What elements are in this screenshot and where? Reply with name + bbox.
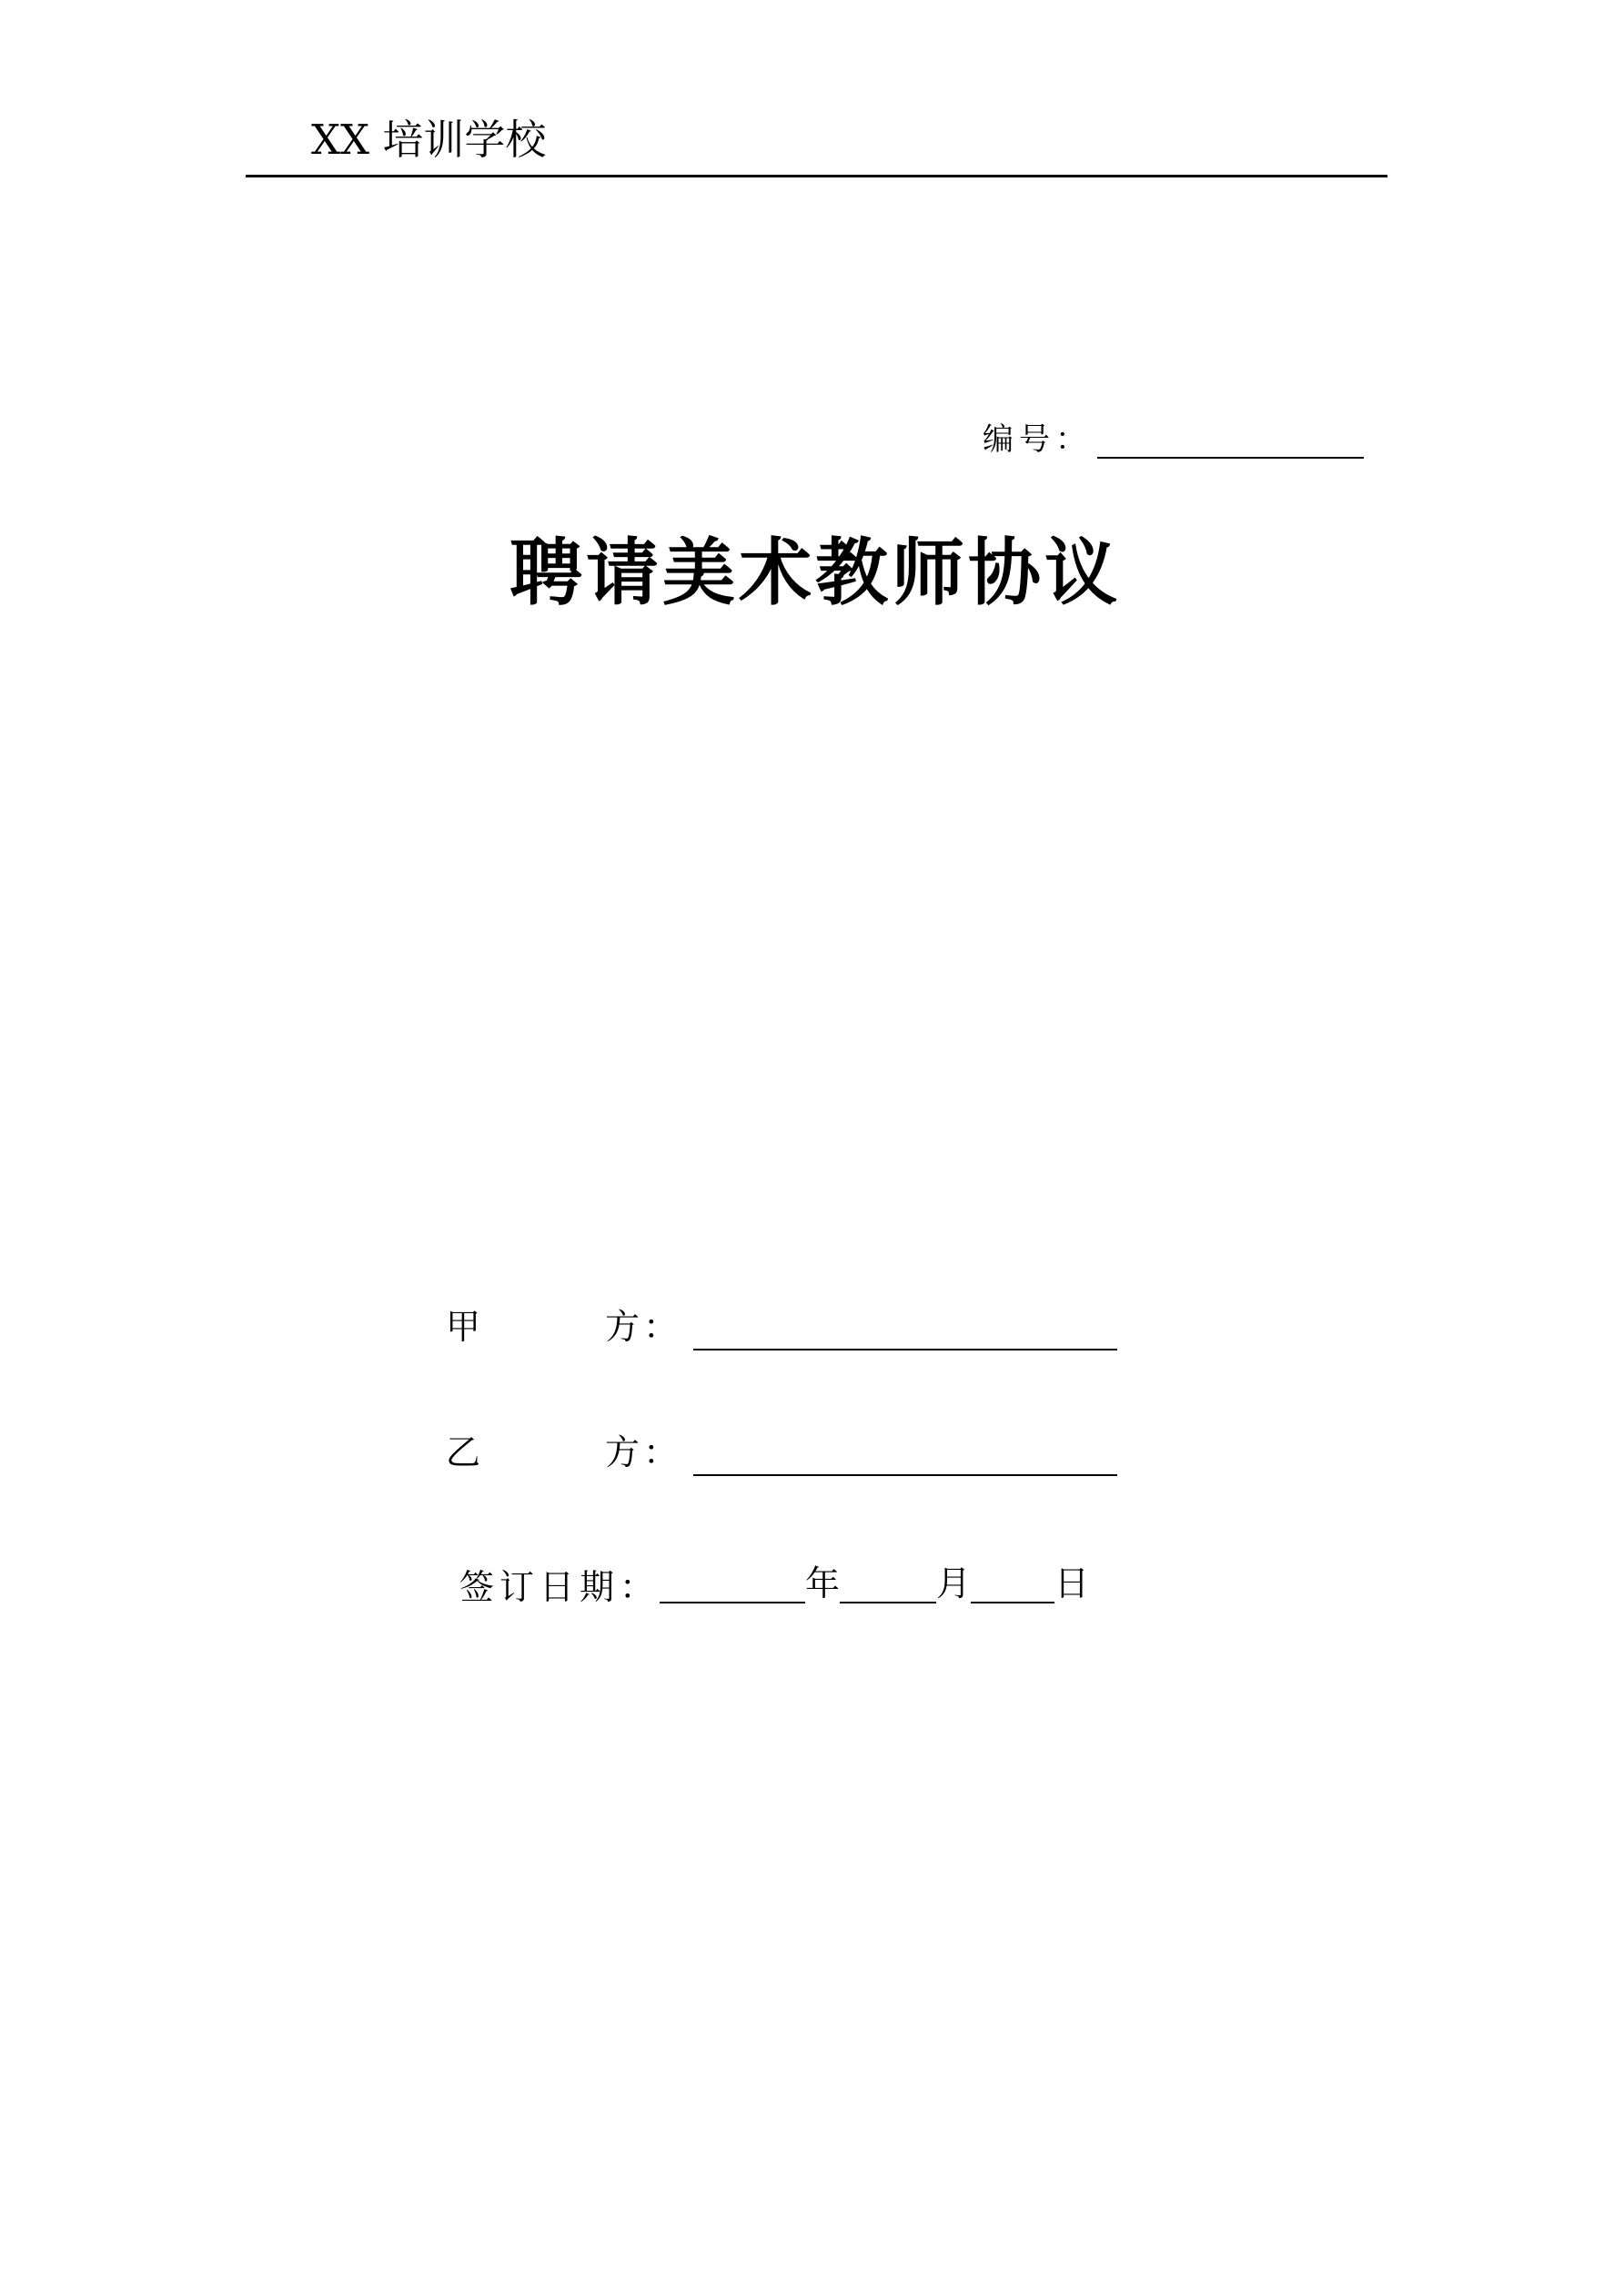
day-blank[interactable] [971, 1565, 1054, 1603]
serial-number-blank[interactable] [1097, 417, 1364, 459]
header-divider [246, 175, 1387, 177]
party-a-char2: 方 [605, 1307, 641, 1347]
day-unit: 日 [1054, 1563, 1090, 1603]
year-blank[interactable] [660, 1565, 805, 1603]
header-school-name: XX 培训学校 [311, 116, 547, 164]
party-b-colon: ： [643, 1432, 679, 1472]
party-a-char1: 甲 [446, 1307, 481, 1347]
party-a-blank[interactable] [693, 1349, 1117, 1350]
party-b-char2: 方 [605, 1432, 641, 1472]
month-unit: 月 [936, 1563, 972, 1603]
month-blank[interactable] [840, 1565, 936, 1603]
signing-date-label: 签订日期： [459, 1567, 661, 1607]
party-b-blank[interactable] [693, 1474, 1117, 1476]
party-a-colon: ： [643, 1307, 679, 1347]
document-title: 聘请美术教师协议 [509, 531, 1121, 615]
party-b-char1: 乙 [446, 1432, 481, 1472]
year-unit: 年 [805, 1563, 841, 1603]
serial-number-label: 编号： [983, 421, 1092, 458]
signing-date-row [459, 1558, 1089, 1609]
serial-number-field [983, 411, 1364, 459]
